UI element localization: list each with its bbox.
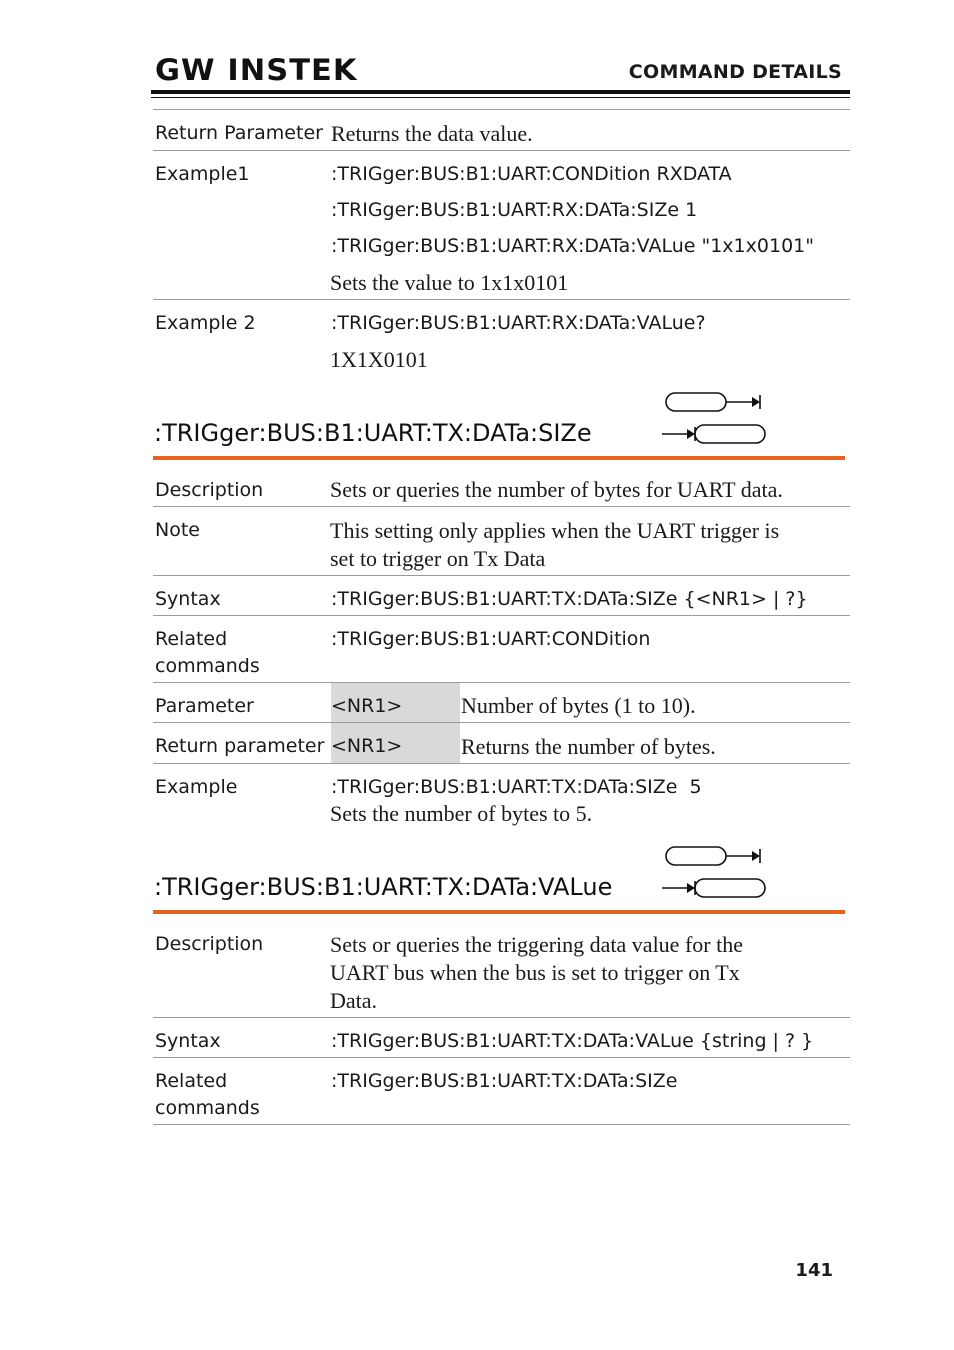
- section2-accent-rule: [153, 910, 845, 914]
- table-divider: [153, 109, 850, 110]
- related-label: commands: [155, 655, 260, 677]
- table-divider: [153, 150, 850, 151]
- return-parameter-label: Return Parameter: [155, 122, 323, 144]
- syntax-label: Syntax: [155, 588, 221, 610]
- note-line: set to trigger on Tx Data: [330, 546, 546, 571]
- header-title: COMMAND DETAILS: [628, 61, 842, 83]
- parameter-type: <NR1>: [331, 695, 403, 717]
- example2-command: :TRIGger:BUS:B1:UART:RX:DATa:VALue?: [331, 312, 706, 334]
- syntax-text: :TRIGger:BUS:B1:UART:TX:DATa:SIZe {<NR1> | ?}: [331, 588, 808, 610]
- return-parameter-label: Return parameter: [155, 735, 325, 757]
- example-note: Sets the number of bytes to 5.: [330, 801, 593, 826]
- return-parameter-type: <NR1>: [331, 735, 403, 757]
- return-parameter-text: Returns the number of bytes.: [461, 734, 716, 759]
- header-rule: [151, 90, 850, 94]
- table-divider: [153, 1057, 850, 1058]
- set-query-icons: [660, 390, 770, 448]
- page-number: 141: [795, 1260, 833, 1281]
- parameter-label: Parameter: [155, 695, 254, 717]
- related-label: Related: [155, 628, 228, 650]
- example1-note: Sets the value to 1x1x0101: [330, 270, 569, 295]
- related-command: :TRIGger:BUS:B1:UART:CONDition: [331, 628, 651, 650]
- table-divider: [153, 506, 850, 507]
- example2-result: 1X1X0101: [330, 347, 428, 372]
- description-line: Sets or queries the triggering data value for the: [330, 932, 743, 957]
- section1-title: :TRIGger:BUS:B1:UART:TX:DATa:SIZe: [154, 419, 592, 447]
- note-line: This setting only applies when the UART trigger is: [330, 518, 780, 543]
- query-command-icon: [662, 425, 765, 443]
- parameter-text: Number of bytes (1 to 10).: [461, 693, 696, 718]
- query-command-icon: [662, 879, 765, 897]
- description-line: Data.: [330, 988, 378, 1013]
- table-divider: [153, 1017, 850, 1018]
- example1-label: Example1: [155, 163, 250, 185]
- table-divider: [153, 1124, 850, 1125]
- table-divider: [153, 682, 850, 683]
- note-label: Note: [155, 519, 200, 541]
- related-label: Related: [155, 1070, 228, 1092]
- example-command: :TRIGger:BUS:B1:UART:TX:DATa:SIZe 5: [331, 776, 702, 798]
- section1-accent-rule: [153, 456, 845, 460]
- example1-line: :TRIGger:BUS:B1:UART:RX:DATa:SIZe 1: [331, 199, 698, 221]
- example-label: Example: [155, 776, 238, 798]
- example1-line: :TRIGger:BUS:B1:UART:CONDition RXDATA: [331, 163, 732, 185]
- description-label: Description: [155, 479, 264, 501]
- return-parameter-text: Returns the data value.: [331, 121, 533, 146]
- table-divider: [153, 299, 850, 300]
- table-divider: [153, 575, 850, 576]
- example2-label: Example 2: [155, 312, 256, 334]
- section2-title: :TRIGger:BUS:B1:UART:TX:DATa:VALue: [154, 873, 613, 901]
- set-query-icons: [660, 844, 770, 902]
- gw-instek-logo: GW INSTEK: [155, 53, 358, 87]
- header-rule-thin: [151, 97, 850, 98]
- syntax-text: :TRIGger:BUS:B1:UART:TX:DATa:VALue {string | ? }: [331, 1030, 814, 1052]
- syntax-label: Syntax: [155, 1030, 221, 1052]
- related-command: :TRIGger:BUS:B1:UART:TX:DATa:SIZe: [331, 1070, 678, 1092]
- set-command-icon: [666, 393, 760, 411]
- table-divider: [153, 615, 850, 616]
- description-label: Description: [155, 933, 264, 955]
- description-text: Sets or queries the number of bytes for UART data.: [330, 477, 783, 502]
- description-line: UART bus when the bus is set to trigger on Tx: [330, 960, 740, 985]
- related-label: commands: [155, 1097, 260, 1119]
- set-command-icon: [666, 847, 760, 865]
- example1-line: :TRIGger:BUS:B1:UART:RX:DATa:VALue "1x1x0101": [331, 235, 814, 257]
- table-divider: [153, 763, 850, 764]
- table-divider: [153, 722, 850, 723]
